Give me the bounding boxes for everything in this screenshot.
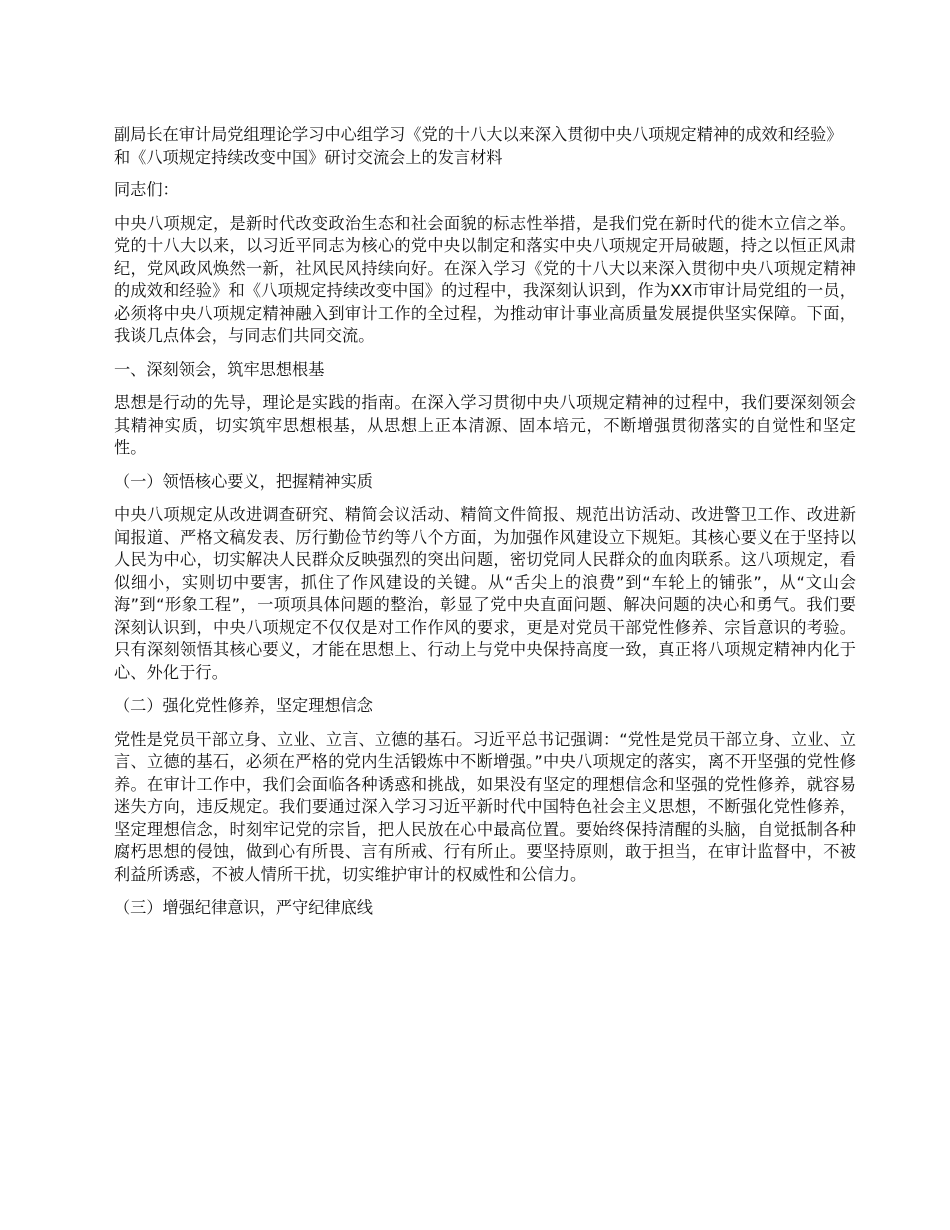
document-page (114, 124, 856, 931)
subsection-1-paragraph: 中央八项规定从改进调查研究、精简会议活动、精简文件简报、规范出访活动、改进警卫工作、改进新闻报道、严格文稿发表、厉行勤俭节约等八个方面，为加强作风建设立下规矩。其核心要义在于坚持以人民为中心，切实解决人民群众反映强烈的突出问题，密切党同人民群众的血肉联系。这八项规定，看似细小，实则切中要害，抓住了作风建设的关键。从“舌尖上的浪费”到“车轮上的铺张”，从“文山会海”到“形象工程”，一项项具体问题的整治，彰显了党中央直面问题、解决问题的决心和勇气。我们要深刻认识到，中央八项规定不仅仅是对工作作风的要求，更是对党员干部党性修养、宗旨意识的考验。只有深刻领悟其核心要义，才能在思想上、行动上与党中央保持高度一致，真正将八项规定精神内化于心、外化于行。 (114, 505, 856, 682)
section-1-paragraph: 思想是行动的先导，理论是实践的指南。在深入学习贯彻中央八项规定精神的过程中，我们要深刻领会其精神实质，切实筑牢思想根基，从思想上正本清源、固本培元，不断增强贯彻落实的自觉性和坚定性。 (114, 393, 856, 457)
document-title: 副局长在审计局党组理论学习中心组学习《党的十八大以来深入贯彻中央八项规定精神的成效和经验》和《八项规定持续改变中国》研讨交流会上的发言材料 (114, 125, 843, 167)
salutation: 同志们： (114, 180, 179, 199)
subsection-1-heading: （一）领悟核心要义，把握精神实质 (114, 471, 373, 491)
section-1-heading: 一、深刻领会，筑牢思想根基 (114, 359, 325, 379)
subsection-2-paragraph: 党性是党员干部立身、立业、立言、立德的基石。习近平总书记强调：“党性是党员干部立身、立业、立言、立德的基石，必须在严格的党内生活锻炼中不断增强。”中央八项规定的落实，离不开坚强的党性修养。在审计工作中，我们会面临各种诱惑和挑战，如果没有坚定的理想信念和坚强的党性修养，就容易迷失方向，违反规定。我们要通过深入学习习近平新时代中国特色社会主义思想，不断强化党性修养，坚定理想信念，时刻牢记党的宗旨，把人民放在心中最高位置。要始终保持清醒的头脑，自觉抵制各种腐朽思想的侵蚀，做到心有所畏、言有所戒、行有所止。要坚持原则，敢于担当，在审计监督中，不被利益所诱惑，不被人情所干扰，切实维护审计的权威性和公信力。 (114, 729, 856, 884)
subsection-3-heading: （三）增强纪律意识，严守纪律底线 (114, 898, 373, 917)
subsection-2-heading: （二）强化党性修养，坚定理想信念 (114, 696, 373, 715)
intro-paragraph: 中央八项规定，是新时代改变政治生态和社会面貌的标志性举措，是我们党在新时代的徙木立信之举。党的十八大以来，以习近平同志为核心的党中央以制定和落实中央八项规定开局破题，持之以恒正风肃纪，党风政风焕然一新，社风民风持续向好。在深入学习《党的十八大以来深入贯彻中央八项规定精神的成效和经验》和《八项规定持续改变中国》的过程中，我深刻认识到，作为XX市审计局党组的一员，必须将中央八项规定精神融入到审计工作的全过程，为推动审计事业高质量发展提供坚实保障。下面，我谈几点体会，与同志们共同交流。 (114, 213, 856, 345)
